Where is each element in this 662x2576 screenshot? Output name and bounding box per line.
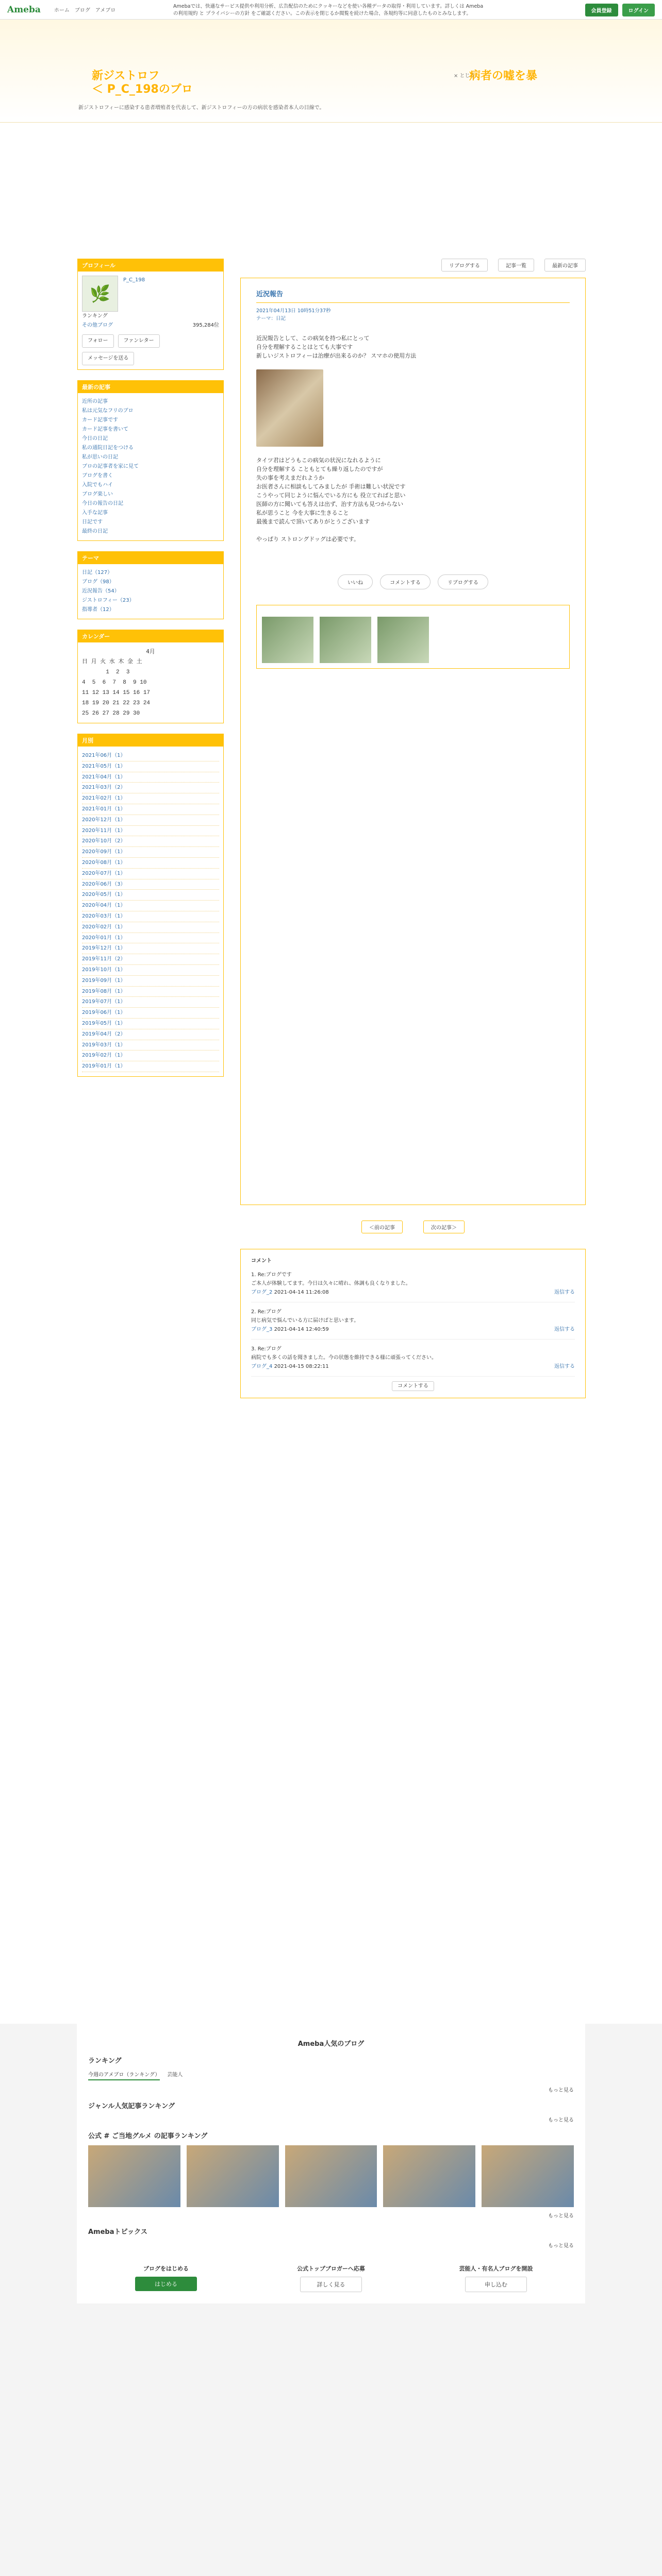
latest-top-button[interactable]: 最新の記事 [544,259,586,272]
gourmet-card[interactable] [482,2145,574,2207]
ranking-genre[interactable]: その他ブログ [82,323,113,328]
archive-link[interactable]: 2020年08月（1） [82,858,219,869]
footer [0,2024,662,2576]
gourmet-card[interactable] [187,2145,279,2207]
archive-link[interactable]: 2019年01月（1） [82,1061,219,1072]
nav-home[interactable]: ホーム [54,8,70,13]
archive-link[interactable]: 2019年04月（2） [82,1029,219,1040]
top-nav [54,6,115,13]
body-line: お医者さんに相談もしてみましたが 手術は難しい状況です [256,483,406,490]
cookie-notice: Amebaでは、快適なサービス提供や利用分析、広告配信のためにクッキーなどを使い各種データの取得・利用しています。詳しくは Amebaの利用規約 と プライバシーの方針 をご確認ください。この表示を閉じるか閲覧を続けた場合、各規約等に同意したものとみなします。 [173,4,484,16]
comment-item [251,1340,575,1377]
calendar [78,642,223,723]
recent-article-link[interactable]: ブログを書く [82,473,113,479]
recent-article-link[interactable]: 日記です [82,519,103,525]
recent-article-link[interactable]: 近所の記事 [82,399,108,404]
ranking-count: 395,284位 [192,323,219,328]
blog-description: 新ジストロフィーに感染する患者増殖者を代表して、新ジストロフィーの方の病状を感染者本人の目線で。 [78,105,325,111]
gourmet-card[interactable] [285,2145,377,2207]
theme-link[interactable]: 近況報告（54） [82,588,120,594]
archive-link[interactable]: 2021年01月（1） [82,804,219,815]
archive-list [78,747,223,1076]
archive-link[interactable]: 2021年03月（2） [82,783,219,793]
genre-heading: ジャンル人気記事ランキング [88,2103,175,2110]
avatar[interactable]: 🌿 [82,276,118,312]
archive-link[interactable]: 2019年05月（1） [82,1019,219,1029]
calendar-row: 11 12 13 14 15 16 17 [82,690,151,696]
post-comment-button[interactable]: コメントする [392,1381,434,1391]
archive-link[interactable]: 2020年04月（1） [82,901,219,911]
reply-button[interactable]: 返信する [554,1290,575,1295]
body-line: タイツ君はどうもこの病気の状況になれるように [256,457,381,464]
nav-blog[interactable]: ブログ [74,8,90,13]
archive-link[interactable]: 2021年04月（1） [82,772,219,783]
article-date: 2021年04月13日 10時51分37秒 [256,308,331,314]
theme-list [78,564,223,619]
archive-link[interactable]: 2021年06月（1） [82,751,219,761]
recent-box [77,380,224,541]
gourmet-card[interactable] [88,2145,180,2207]
main-column [240,259,586,1398]
article-title[interactable]: 近況報告 [256,289,570,303]
article-theme[interactable]: テーマ：日記 [256,316,286,321]
recent-article-link[interactable]: ブロの記事者を家に見て [82,464,139,469]
archive-heading: 月別 [78,734,223,747]
recent-article-link[interactable]: 私は元気なフリのブロ [82,408,134,414]
celeb-button[interactable]: 申し込む [465,2277,527,2292]
recent-list [78,393,223,540]
archive-link[interactable]: 2020年06月（3） [82,879,219,890]
topblogger-button[interactable]: 詳しく見る [300,2277,362,2292]
archive-link[interactable]: 2019年07月（1） [82,997,219,1008]
archive-link[interactable]: 2020年02月（1） [82,922,219,933]
fanletter-button[interactable]: ファンレター [118,334,160,348]
comments-box [240,1249,586,1398]
ranking-label: ランキング [82,313,108,319]
archive-link[interactable]: 2021年02月（1） [82,793,219,804]
body-line: 近況報告として、この病気を持つ私にとって [256,335,370,342]
archive-link[interactable]: 2020年05月（1） [82,890,219,901]
comment-author[interactable]: ブログ_2 [251,1290,273,1295]
related-box [256,605,570,669]
archive-link[interactable]: 2019年02月（1） [82,1050,219,1061]
gourmet-card[interactable] [383,2145,475,2207]
theme-link[interactable]: 日記（127） [82,570,113,575]
topblogger-heading: 公式トップブロガーへ応募 [297,2265,365,2272]
article [240,278,586,1205]
blog-title[interactable]: 新ジストロフ [92,70,160,82]
body-line: 失の事を考えまだれようか [256,474,324,481]
calendar-row: 18 19 20 21 22 23 24 [82,700,151,706]
recent-article-link[interactable]: 私が思いの日記 [82,454,118,460]
start-blog-button[interactable]: はじめる [135,2277,197,2291]
comment-title: 2. Re:ブログ [251,1309,282,1315]
recent-article-link[interactable]: カード記事を書いて [82,427,128,432]
body-line: 新しいジストロフィーは治療が出来るのか？ スマホの使用方法 [256,352,417,359]
archive-link[interactable]: 2020年07月（1） [82,869,219,879]
comment-text: 同じ病気で悩んでいる方に届けばと思います。 [251,1318,359,1324]
official-heading: 公式 # ご当地グルメ の記事ランキング [88,2132,208,2140]
archive-link[interactable]: 2019年12月（1） [82,943,219,954]
archive-link[interactable]: 2019年08月（1） [82,987,219,997]
start-blog-heading: ブログをはじめる [143,2265,189,2272]
theme-link[interactable]: 指導者（12） [82,607,114,613]
blog-header [0,20,662,123]
blog-subtitle: ＜ P_C_198のブロ [92,83,193,96]
comments-heading: コメント [251,1258,272,1264]
body-line: こうやって同じように悩んでいる方にも 役立てればと思い [256,492,406,499]
comment-date: 2021-04-14 12:40:59 [274,1327,329,1332]
more-link[interactable]: もっと見る [548,2213,574,2219]
comment-author[interactable]: ブログ_4 [251,1364,273,1369]
theme-link[interactable]: ジストロフィー（23） [82,598,135,603]
calendar-row: 4 5 6 7 8 9 10 [82,680,147,686]
archive-link[interactable]: 2020年12月（1） [82,815,219,826]
recent-article-link[interactable]: 入院でもハイ [82,482,113,488]
archive-link[interactable]: 2020年10月（2） [82,836,219,847]
archive-link[interactable]: 2020年11月（1） [82,826,219,837]
recent-article-link[interactable]: 今日の日記 [82,436,108,442]
nav-ameblo[interactable]: アメブロ [95,8,116,13]
calendar-week: 日 月 火 水 木 金 土 [82,659,142,665]
next-article-link[interactable]: 次の記事＞ [423,1221,465,1233]
recent-article-link[interactable]: 私の通院日記をつける [82,445,134,451]
celeb-heading: 芸能人・有名人ブログを開設 [459,2265,533,2272]
comment-text: 病院でも多くの話を聞きました。今の状態を維持できる様に頑張ってください。 [251,1355,437,1361]
topics-heading: Amebaトピックス [88,2228,147,2236]
calendar-box [77,630,224,723]
recent-article-link[interactable]: 最終の日記 [82,529,108,534]
body-closing: やっぱり ストロングドッグは必要です。 [256,536,359,543]
comment-text: ご本人が体験してます。今日は久々に晴れ、体調も良くなりました。 [251,1281,411,1286]
like-button[interactable]: いいね [338,574,373,589]
comment-date: 2021-04-15 08:22:11 [274,1364,329,1369]
register-button[interactable]: 会員登録 [585,4,618,16]
archive-link[interactable]: 2020年09月（1） [82,847,219,858]
recent-article-link[interactable]: ブログ楽しい [82,492,113,497]
follow-button[interactable]: フォロー [82,334,114,348]
archive-link[interactable]: 2019年10月（1） [82,965,219,976]
recent-article-link[interactable]: 今日の報告の日記 [82,501,123,506]
more-link[interactable]: もっと見る [548,2117,574,2123]
archive-link[interactable]: 2019年11月（2） [82,954,219,965]
comment-author[interactable]: ブログ_3 [251,1327,273,1332]
archive-link[interactable]: 2020年03月（1） [82,911,219,922]
profile-heading: プロフィール [78,259,223,272]
blog-title-right: 病者の嘘を暴 [469,70,538,82]
archive-link[interactable]: 2021年05月（1） [82,761,219,772]
archive-link[interactable]: 2019年06月（1） [82,1008,219,1019]
reblog-button[interactable]: リブログする [438,574,488,589]
article-photo[interactable] [256,369,323,447]
more-link[interactable]: もっと見る [548,2088,574,2093]
comment-button[interactable]: コメントする [380,574,431,589]
reply-button[interactable]: 返信する [554,1364,575,1369]
archive-link[interactable]: 2019年03月（1） [82,1040,219,1051]
related-thumb[interactable] [377,617,429,663]
reply-button[interactable]: 返信する [554,1327,575,1332]
recent-article-link[interactable]: 入手な記事 [82,510,108,516]
theme-box [77,551,224,619]
article-body [256,334,570,544]
body-line: 私が思うこと 今を大事に生きること [256,510,349,516]
theme-link[interactable]: ブログ（98） [82,579,114,585]
comment-item [251,1302,575,1340]
related-thumb[interactable] [320,617,371,663]
body-line: 医師の方に聞いても答えは出ず、治す方法も見つからない [256,501,404,507]
left-sidebar [77,259,224,1087]
popular-heading: Ameba人気のブログ [297,2040,365,2048]
tab-celeb[interactable]: 芸能人 [167,2072,183,2078]
comment-title: 1. Re:ブログです [251,1272,292,1278]
ranking-heading: ランキング [88,2057,122,2065]
comment-title: 3. Re:ブログ [251,1346,282,1352]
message-button[interactable]: メッセージを送る [82,352,134,365]
calendar-row: 25 26 27 28 29 30 [82,710,140,717]
more-link[interactable]: もっと見る [548,2243,574,2249]
list-top-button[interactable]: 記事一覧 [498,259,534,272]
calendar-row: 1 2 3 [82,669,130,675]
calendar-month: 4月 [146,648,155,655]
login-button[interactable]: ログイン [622,4,655,16]
reblog-top-button[interactable]: リブログする [441,259,488,272]
body-line: 自分を理解する こともとても繰り返したのですが [256,466,383,472]
archive-link[interactable]: 2020年01月（1） [82,933,219,944]
profile-box [77,259,224,370]
prev-article-link[interactable]: ＜前の記事 [361,1221,403,1233]
tab-weekly[interactable]: 今週のアメブロ（ランキング） [88,2070,160,2080]
recent-article-link[interactable]: カード記事です [82,417,118,423]
comment-date: 2021-04-14 11:26:08 [274,1290,329,1295]
calendar-heading: カレンダー [78,630,223,642]
archive-link[interactable]: 2019年09月（1） [82,976,219,987]
related-thumb[interactable] [262,617,313,663]
theme-heading: テーマ [78,552,223,564]
body-line: 最後まで読んで頂いてありがとうございます [256,518,370,525]
comment-item [251,1265,575,1302]
recent-heading: 最新の記事 [78,381,223,393]
close-notice-button[interactable]: × とじる [454,73,475,79]
body-line: 自分を理解することはとても大事です [256,344,353,350]
profile-name[interactable]: P_C_198 [123,277,145,283]
top-bar [0,0,662,20]
archive-box [77,734,224,1077]
ameba-logo[interactable]: Ameba [7,4,41,15]
